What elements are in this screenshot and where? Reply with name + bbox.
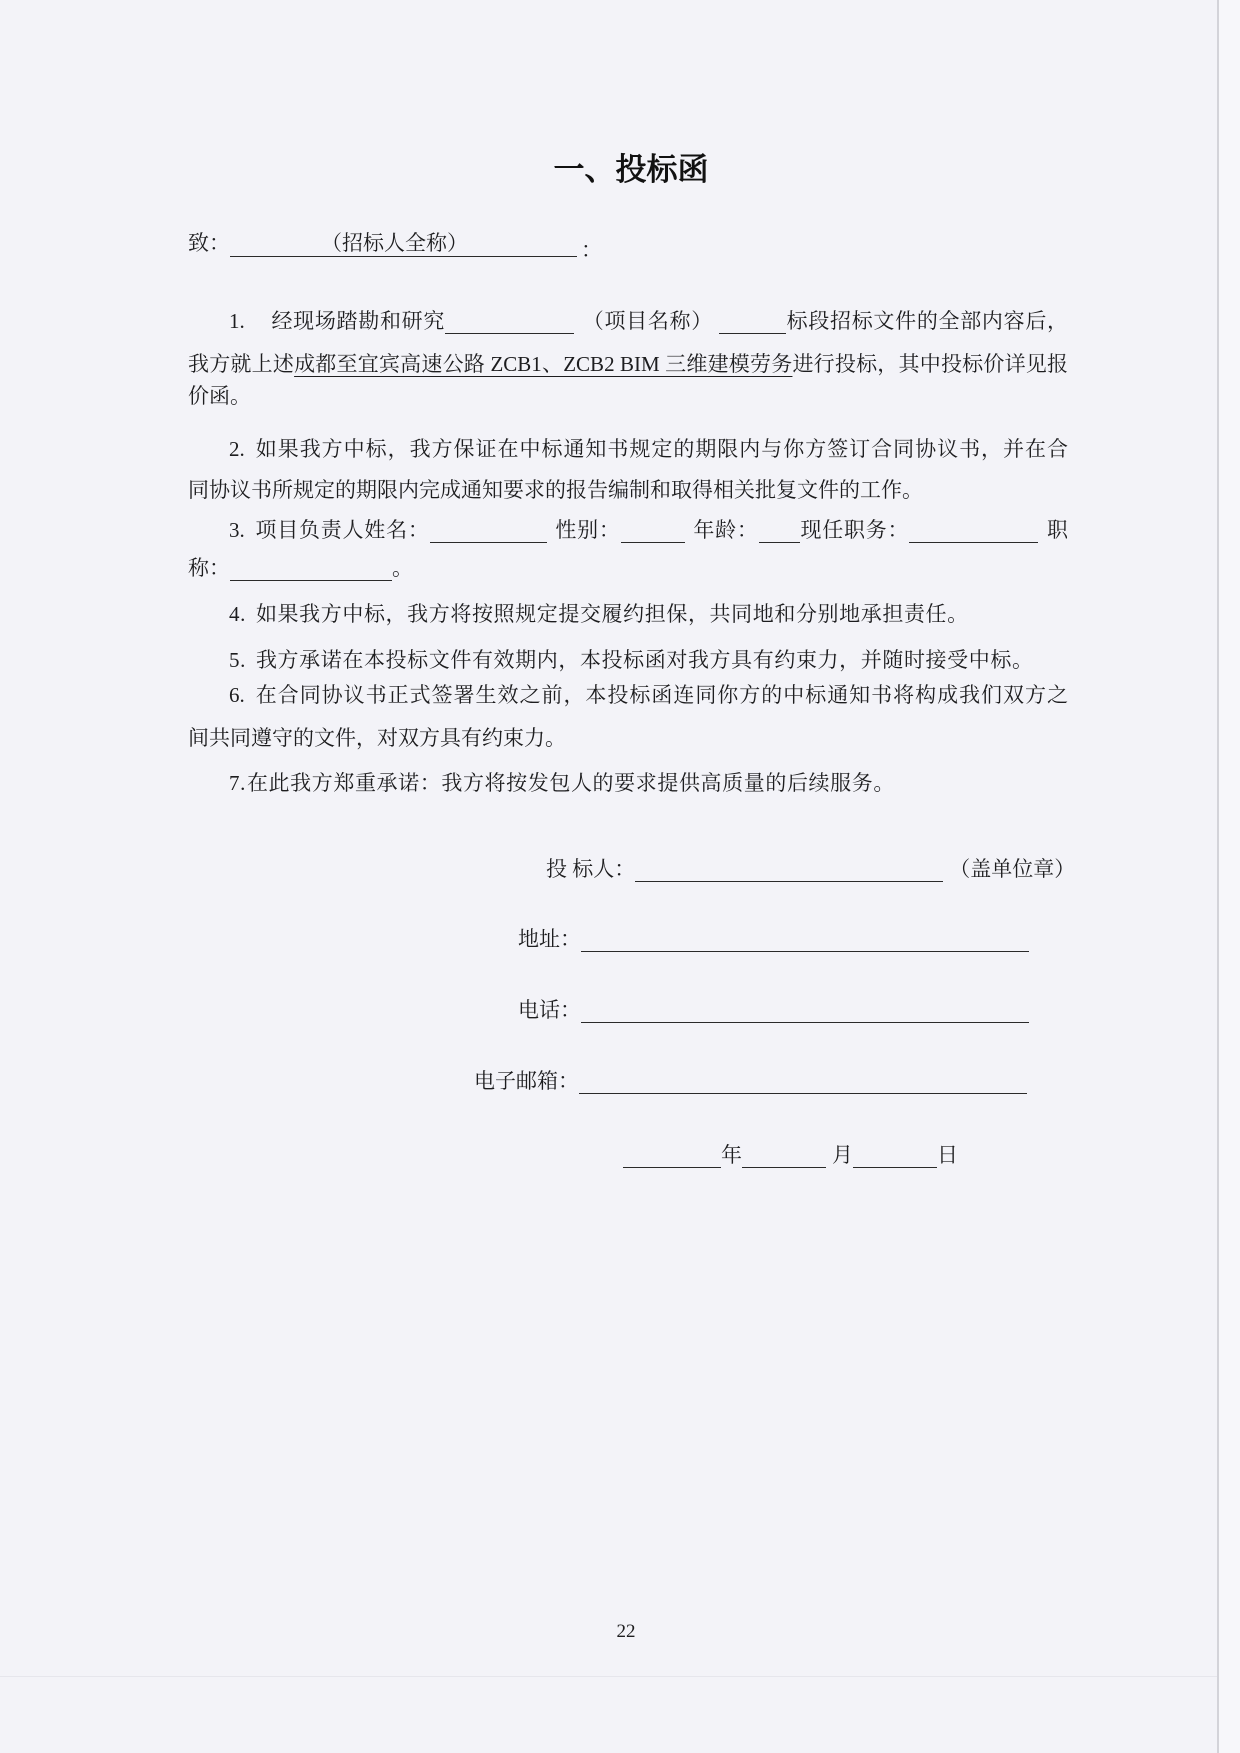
salutation-to: 致： (188, 231, 230, 255)
bidder-row (546, 851, 1075, 887)
sentence-end: 。 (392, 556, 413, 580)
paragraph-1-line-1 (229, 303, 1068, 339)
text-segment: 价函。 (188, 384, 251, 408)
document-title: 一、投标函 (553, 152, 709, 188)
seal-note: （盖单位章） (949, 857, 1076, 881)
phone-row (518, 992, 1029, 1028)
day-blank (853, 1167, 937, 1168)
email-row (474, 1063, 1027, 1099)
bidder-blank (635, 881, 943, 882)
title-label-end: 称： (188, 556, 230, 580)
scan-margin (1219, 0, 1240, 1753)
phone-blank (581, 1022, 1029, 1023)
item-number: 3. (229, 518, 245, 542)
title-blank (230, 580, 392, 581)
address-row (518, 921, 1029, 957)
gender-blank (621, 542, 685, 543)
paragraph-1-line-2 (188, 346, 1068, 382)
paragraph-6-line-2 (188, 720, 1068, 756)
item-number: 4. (229, 602, 246, 626)
item-number: 7. (229, 771, 246, 795)
text-segment: 如果我方中标，我方保证在中标通知书规定的期限内与你方签订合同协议书，并在合 (254, 437, 1068, 461)
paragraph-2-line-2 (188, 472, 1068, 508)
gender-label: 性别： (554, 518, 621, 542)
email-label: 电子邮箱： (474, 1069, 579, 1093)
paragraph-4 (229, 596, 1068, 632)
address-blank (581, 951, 1029, 952)
paragraph-2-line-1 (229, 431, 1068, 467)
item-number: 2. (229, 437, 245, 461)
text-segment: 经现场踏勘和研究 (270, 309, 446, 333)
day-label: 日 (937, 1143, 958, 1167)
scan-edge-bottom (0, 1676, 1217, 1677)
address-label: 地址： (518, 927, 581, 951)
month-blank (742, 1167, 826, 1168)
item-number: 1. (229, 309, 245, 333)
salutation-colon: ： (581, 238, 602, 262)
paragraph-7 (229, 765, 1068, 801)
text-segment: 我方就上述 (188, 352, 295, 376)
age-label: 年龄： (692, 518, 759, 542)
position-blank (909, 542, 1038, 543)
date-row (623, 1137, 958, 1173)
paragraph-3-line-2 (188, 550, 1068, 586)
name-blank (430, 542, 547, 543)
title-label-start: 职 (1046, 518, 1069, 542)
project-blank (445, 333, 574, 334)
item-number: 6. (229, 683, 245, 707)
age-blank (759, 542, 800, 543)
recipient-blank: （招标人全称） (230, 230, 577, 257)
scan-edge-right (1217, 0, 1219, 1753)
email-blank (579, 1093, 1027, 1094)
text-segment: 标段招标文件的全部内容后， (785, 309, 1069, 333)
year-label: 年 (721, 1143, 742, 1167)
project-hint: （项目名称） (582, 309, 713, 333)
text-segment: 我方承诺在本投标文件有效期内，本投标函对我方具有约束力，并随时接受中标。 (255, 648, 1034, 672)
month-label: 月 (832, 1143, 853, 1167)
phone-label: 电话： (518, 998, 581, 1022)
paragraph-5 (229, 642, 1068, 678)
text-segment: 进行投标，其中投标价详见报 (792, 352, 1069, 376)
text-segment: 在此我方郑重承诺：我方将按发包人的要求提供高质量的后续服务。 (246, 771, 895, 795)
name-label: 项目负责人姓名： (254, 518, 430, 542)
project-name: 成都至宜宾高速公路 ZCB1、ZCB2 BIM 三维建模劳务 (294, 352, 793, 376)
position-label: 现任职务： (799, 518, 910, 542)
text-segment: 如果我方中标，我方将按照规定提交履约担保，共同地和分别地承担责任。 (255, 602, 969, 626)
item-number: 5. (229, 648, 246, 672)
text-segment: 同协议书所规定的期限内完成通知要求的报告编制和取得相关批复文件的工作。 (188, 478, 923, 502)
salutation-line (188, 225, 1068, 261)
section-blank (719, 333, 786, 334)
paragraph-3-line-1 (229, 512, 1068, 548)
text-segment: 间共同遵守的文件，对双方具有约束力。 (188, 726, 566, 750)
text-segment: 在合同协议书正式签署生效之前，本投标函连同你方的中标通知书将构成我们双方之 (254, 683, 1068, 707)
paragraph-1-line-3 (188, 378, 1068, 414)
page-number: 22 (616, 1621, 636, 1642)
year-blank (623, 1167, 721, 1168)
bidder-label: 投 标人： (546, 857, 636, 881)
paragraph-6-line-1 (229, 677, 1068, 713)
